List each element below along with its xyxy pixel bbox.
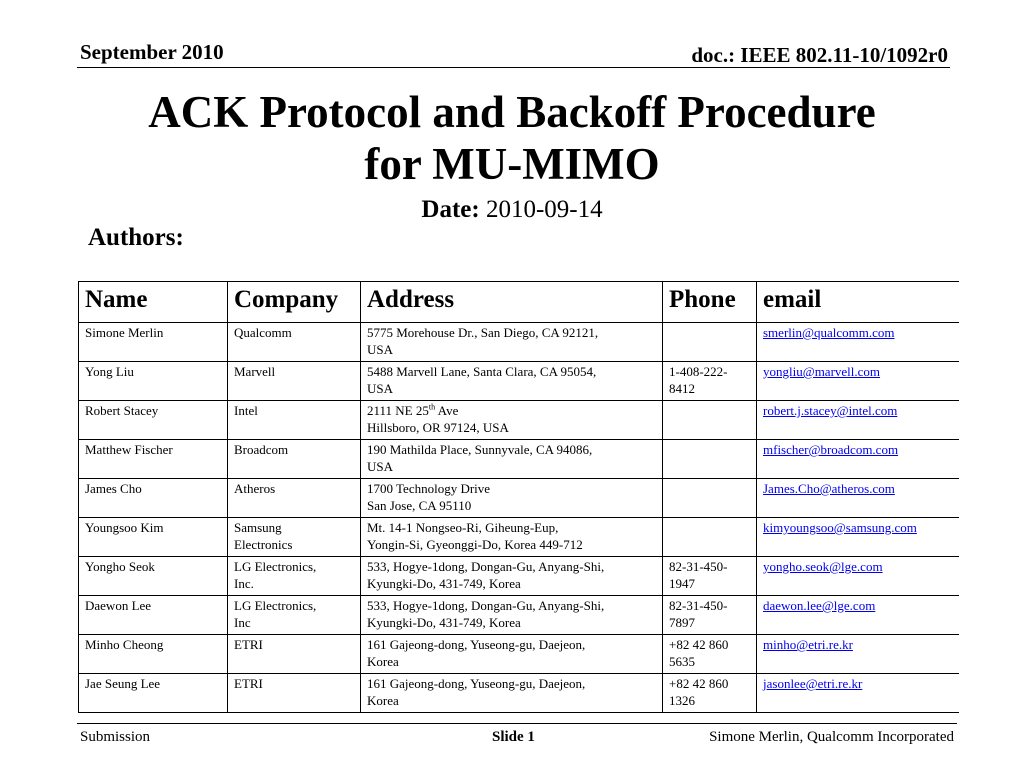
author-address: 190 Mathilda Place, Sunnyvale, CA 94086, USA bbox=[361, 440, 663, 479]
author-name: Daewon Lee bbox=[79, 596, 228, 635]
authors-table bbox=[78, 281, 959, 713]
author-address: 2111 NE 25th Ave Hillsboro, OR 97124, USA bbox=[361, 401, 663, 440]
author-address: 1700 Technology Drive San Jose, CA 95110 bbox=[361, 479, 663, 518]
table-row bbox=[79, 323, 959, 362]
col-header-phone: Phone bbox=[663, 282, 757, 323]
author-email bbox=[757, 635, 959, 674]
slide-title-line2: for MU-MIMO bbox=[364, 139, 660, 189]
author-email bbox=[757, 479, 959, 518]
author-name: Simone Merlin bbox=[79, 323, 228, 362]
author-name: Yong Liu bbox=[79, 362, 228, 401]
col-header-company: Company bbox=[228, 282, 361, 323]
author-phone: 82-31-450- 7897 bbox=[663, 596, 757, 635]
author-address: Mt. 14-1 Nongseo-Ri, Giheung-Eup, Yongin-Si, Gyeonggi-Do, Korea 449-712 bbox=[361, 518, 663, 557]
table-row bbox=[79, 440, 959, 479]
author-email bbox=[757, 323, 959, 362]
col-header-name: Name bbox=[79, 282, 228, 323]
footer-rule bbox=[77, 723, 957, 724]
author-phone: +82 42 860 5635 bbox=[663, 635, 757, 674]
email-link[interactable]: yongliu@marvell.com bbox=[763, 364, 881, 379]
email-link[interactable]: daewon.lee@lge.com bbox=[763, 598, 876, 613]
author-address: 533, Hogye-1dong, Dongan-Gu, Anyang-Shi, Kyungki-Do, 431-749, Korea bbox=[361, 596, 663, 635]
date-value: 2010-09-14 bbox=[485, 196, 603, 223]
author-email bbox=[757, 362, 959, 401]
author-company: Intel bbox=[228, 401, 361, 440]
footer-submission: Submission bbox=[80, 729, 151, 745]
col-header-address: Address bbox=[361, 282, 663, 323]
author-name: Youngsoo Kim bbox=[79, 518, 228, 557]
authors-label: Authors: bbox=[88, 224, 184, 251]
author-email bbox=[757, 440, 959, 479]
footer-slide-number: Slide 1 bbox=[492, 729, 535, 745]
date-label: Date: bbox=[421, 196, 480, 223]
author-phone bbox=[663, 440, 757, 479]
date-line bbox=[0, 196, 1024, 224]
author-address: 533, Hogye-1dong, Dongan-Gu, Anyang-Shi, Kyungki-Do, 431-749, Korea bbox=[361, 557, 663, 596]
author-name: Yongho Seok bbox=[79, 557, 228, 596]
header-doc-id: doc.: IEEE 802.11-10/1092r0 bbox=[691, 43, 948, 67]
footer-author: Simone Merlin, Qualcomm Incorporated bbox=[709, 729, 954, 745]
author-company: Broadcom bbox=[228, 440, 361, 479]
table-row bbox=[79, 674, 959, 713]
author-company: ETRI bbox=[228, 635, 361, 674]
author-phone: 1-408-222- 8412 bbox=[663, 362, 757, 401]
table-row bbox=[79, 479, 959, 518]
author-address: 5488 Marvell Lane, Santa Clara, CA 95054, USA bbox=[361, 362, 663, 401]
email-link[interactable]: mfischer@broadcom.com bbox=[763, 442, 899, 457]
author-company: Atheros bbox=[228, 479, 361, 518]
author-address: 161 Gajeong-dong, Yuseong-gu, Daejeon, Korea bbox=[361, 635, 663, 674]
table-row bbox=[79, 401, 959, 440]
col-header-email: email bbox=[757, 282, 959, 323]
author-email bbox=[757, 518, 959, 557]
email-link[interactable]: James.Cho@atheros.com bbox=[763, 481, 895, 496]
author-email bbox=[757, 674, 959, 713]
author-phone: +82 42 860 1326 bbox=[663, 674, 757, 713]
author-name: Jae Seung Lee bbox=[79, 674, 228, 713]
slide-title bbox=[0, 86, 1024, 190]
table-header-row bbox=[79, 282, 959, 323]
email-link[interactable]: kimyoungsoo@samsung.com bbox=[763, 520, 917, 535]
author-name: Matthew Fischer bbox=[79, 440, 228, 479]
email-link[interactable]: minho@etri.re.kr bbox=[763, 637, 853, 652]
author-address: 161 Gajeong-dong, Yuseong-gu, Daejeon, Korea bbox=[361, 674, 663, 713]
author-company: Marvell bbox=[228, 362, 361, 401]
author-phone bbox=[663, 479, 757, 518]
email-link[interactable]: jasonlee@etri.re.kr bbox=[763, 676, 863, 691]
author-company: LG Electronics, Inc bbox=[228, 596, 361, 635]
table-row bbox=[79, 596, 959, 635]
table-row bbox=[79, 362, 959, 401]
table-row bbox=[79, 635, 959, 674]
author-company: LG Electronics, Inc. bbox=[228, 557, 361, 596]
author-email bbox=[757, 596, 959, 635]
header-date: September 2010 bbox=[80, 40, 224, 64]
email-link[interactable]: robert.j.stacey@intel.com bbox=[763, 403, 898, 418]
email-link[interactable]: yongho.seok@lge.com bbox=[763, 559, 883, 574]
author-email bbox=[757, 557, 959, 596]
author-company: Samsung Electronics bbox=[228, 518, 361, 557]
author-company: ETRI bbox=[228, 674, 361, 713]
author-phone: 82-31-450- 1947 bbox=[663, 557, 757, 596]
header-rule bbox=[77, 67, 950, 68]
author-phone bbox=[663, 518, 757, 557]
slide-title-line1: ACK Protocol and Backoff Procedure bbox=[148, 87, 876, 137]
email-link[interactable]: smerlin@qualcomm.com bbox=[763, 325, 895, 340]
author-address: 5775 Morehouse Dr., San Diego, CA 92121, USA bbox=[361, 323, 663, 362]
author-name: Minho Cheong bbox=[79, 635, 228, 674]
author-name: James Cho bbox=[79, 479, 228, 518]
author-company: Qualcomm bbox=[228, 323, 361, 362]
author-phone bbox=[663, 401, 757, 440]
table-row bbox=[79, 557, 959, 596]
author-phone bbox=[663, 323, 757, 362]
author-name: Robert Stacey bbox=[79, 401, 228, 440]
table-row bbox=[79, 518, 959, 557]
author-email bbox=[757, 401, 959, 440]
